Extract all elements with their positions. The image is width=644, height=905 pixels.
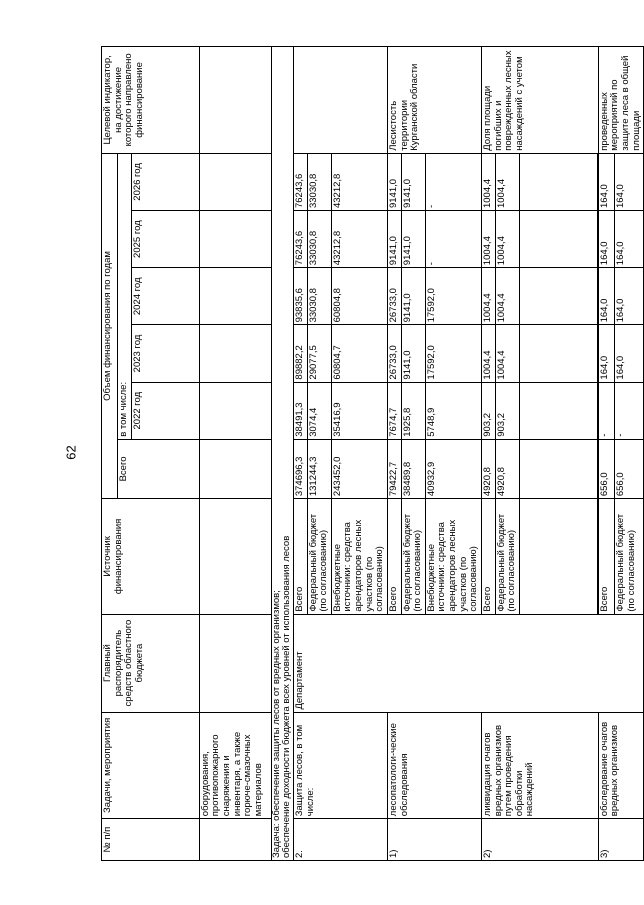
value-cell: 60804,7 (331, 325, 387, 382)
source-cell: Федеральный бюджет (по согласованию) (307, 499, 331, 614)
value-cell: 1004,4 (495, 211, 519, 268)
value-cell: 1004,4 (495, 153, 519, 210)
source-cell: Всего (481, 499, 495, 614)
header-year: 2025 год (131, 211, 199, 268)
value-cell: 903,2 (481, 382, 495, 439)
source-cell: Федеральный бюджет (по согласованию) (495, 499, 519, 614)
cont-text: оборудования, противопожарного снаряжения и инвентаря, а также горюче-смазочных материалов (199, 712, 271, 819)
value-cell: 1004,4 (481, 153, 495, 210)
value-cell: 7674,7 (387, 382, 401, 439)
source-cell: Всего (387, 499, 401, 614)
header-year: 2023 год (131, 325, 199, 382)
rotated-table-container (101, 46, 642, 861)
header-tasks: Задачи, мероприятия (102, 712, 200, 819)
source-cell: Федеральный бюджет (по согласованию) (401, 499, 425, 614)
value-cell: 35416,9 (331, 382, 387, 439)
cont-cell (199, 499, 271, 614)
row-num: 2) (481, 819, 598, 861)
source-cell: Внебюджетные источники: средства арендаторов лесных участков (по согласованию) (331, 499, 387, 614)
value-cell: 9141,0 (401, 153, 425, 210)
value-cell: 76243,6 (293, 211, 307, 268)
value-cell: 38491,3 (293, 382, 307, 439)
header-volume: Объем финансирования по годам (102, 153, 118, 498)
value-cell: 374696,3 (293, 439, 307, 498)
value-cell: 164,0 (598, 153, 614, 210)
row-name: лесопатологи-ческие обследования (387, 712, 481, 819)
value-cell: 33030,8 (307, 153, 331, 210)
value-cell: 33030,8 (307, 211, 331, 268)
cont-cell (199, 153, 271, 210)
header-admin: Главный распорядитель средств областного бюджета (102, 614, 200, 712)
value-cell (519, 153, 597, 210)
value-cell: 131244,3 (307, 439, 331, 498)
value-cell: 17592,0 (425, 268, 481, 325)
value-cell: 164,0 (598, 268, 614, 325)
value-cell: 89882,2 (293, 325, 307, 382)
header-year: 2024 год (131, 268, 199, 325)
value-cell: 38489,8 (401, 439, 425, 498)
source-cell (519, 499, 597, 614)
value-cell: 79422,7 (387, 439, 401, 498)
cont-cell (199, 614, 271, 712)
value-cell (519, 268, 597, 325)
value-cell (519, 211, 597, 268)
value-cell: 4920,8 (481, 439, 495, 498)
value-cell: 9141,0 (401, 211, 425, 268)
value-cell (519, 439, 597, 498)
row-num: 2. (293, 819, 387, 861)
value-cell: 9141,0 (401, 268, 425, 325)
target-cell: проведенных мероприятий по защите леса в общей площади (598, 47, 644, 154)
value-cell: 656,0 (598, 439, 614, 498)
task-line: Задача: обеспечение защиты лесов от вредных организмов; (270, 590, 282, 858)
value-cell (519, 325, 597, 382)
value-cell: 43212,8 (331, 211, 387, 268)
value-cell: 26733,0 (387, 325, 401, 382)
header-total: Всего (118, 439, 200, 498)
cont-cell (199, 47, 271, 154)
value-cell: 9141,0 (387, 211, 401, 268)
value-cell: 164,0 (598, 325, 614, 382)
value-cell: 656,0 (615, 439, 644, 498)
value-cell: 76243,6 (293, 153, 307, 210)
value-cell: 33030,8 (307, 268, 331, 325)
value-cell: 1004,4 (481, 268, 495, 325)
row-name: обследование очагов вредных организмов (598, 712, 644, 819)
value-cell: - (615, 382, 644, 439)
financing-table (101, 46, 644, 861)
value-cell: 9141,0 (401, 325, 425, 382)
header-year: 2026 год (131, 153, 199, 210)
row-name: Защита лесов, в том числе: (293, 712, 387, 819)
target-cell: Лесистость территории Курганской области (387, 47, 481, 154)
header-num: № п/п (102, 819, 200, 861)
source-cell: Всего (598, 499, 614, 614)
value-cell: - (425, 153, 481, 210)
cont-cell (199, 382, 271, 439)
row-num: 3) (598, 819, 644, 861)
value-cell (519, 382, 597, 439)
value-cell: 26733,0 (387, 268, 401, 325)
value-cell: - (598, 382, 614, 439)
value-cell: 164,0 (615, 153, 644, 210)
value-cell: 1004,4 (481, 325, 495, 382)
value-cell: 29077,5 (307, 325, 331, 382)
value-cell: 243452,0 (331, 439, 387, 498)
value-cell: 1004,4 (495, 268, 519, 325)
target-cell: Доля площади погибших и поврежденных лесных насаждений с учетом (481, 47, 598, 154)
source-cell: Федеральный бюджет (по согласованию) (615, 499, 644, 614)
value-cell: 164,0 (598, 211, 614, 268)
value-cell: 903,2 (495, 382, 519, 439)
row-admin: Департамент (293, 614, 643, 712)
value-cell: 5748,9 (425, 382, 481, 439)
value-cell: 1004,4 (495, 325, 519, 382)
row-num: 1) (387, 819, 481, 861)
source-cell: Внебюджетные источники: средства арендаторов лесных участков (по согласованию) (425, 499, 481, 614)
cont-cell (199, 439, 271, 498)
header-source: Источник финансирования (102, 499, 200, 614)
target-cell (293, 47, 387, 154)
value-cell: 164,0 (615, 268, 644, 325)
task-row (271, 47, 293, 861)
row-name: ликвидация очагов вредных организмов путем проведения обработки насаждений (481, 712, 598, 819)
value-cell: 43212,8 (331, 153, 387, 210)
page-number: 62 (63, 445, 79, 460)
header-target: Целевой индикатор, на достижение которого направлено финансирование (102, 47, 200, 154)
cont-cell (199, 268, 271, 325)
header-incl: в том числе: (118, 153, 132, 439)
value-cell: 60804,8 (331, 268, 387, 325)
value-cell: 164,0 (615, 211, 644, 268)
source-cell: Всего (293, 499, 307, 614)
value-cell: - (425, 211, 481, 268)
value-cell: 3074,4 (307, 382, 331, 439)
task-line: обеспечение доходности бюджета всех уровней от использования лесов (281, 535, 293, 858)
cont-cell (199, 211, 271, 268)
value-cell: 9141,0 (387, 153, 401, 210)
value-cell: 1004,4 (481, 211, 495, 268)
value-cell: 1925,8 (401, 382, 425, 439)
value-cell: 93835,6 (293, 268, 307, 325)
value-cell: 4920,8 (495, 439, 519, 498)
cont-cell (199, 325, 271, 382)
value-cell: 40932,9 (425, 439, 481, 498)
value-cell: 17592,0 (425, 325, 481, 382)
header-year: 2022 год (131, 382, 199, 439)
value-cell: 164,0 (615, 325, 644, 382)
cont-num (199, 819, 271, 861)
